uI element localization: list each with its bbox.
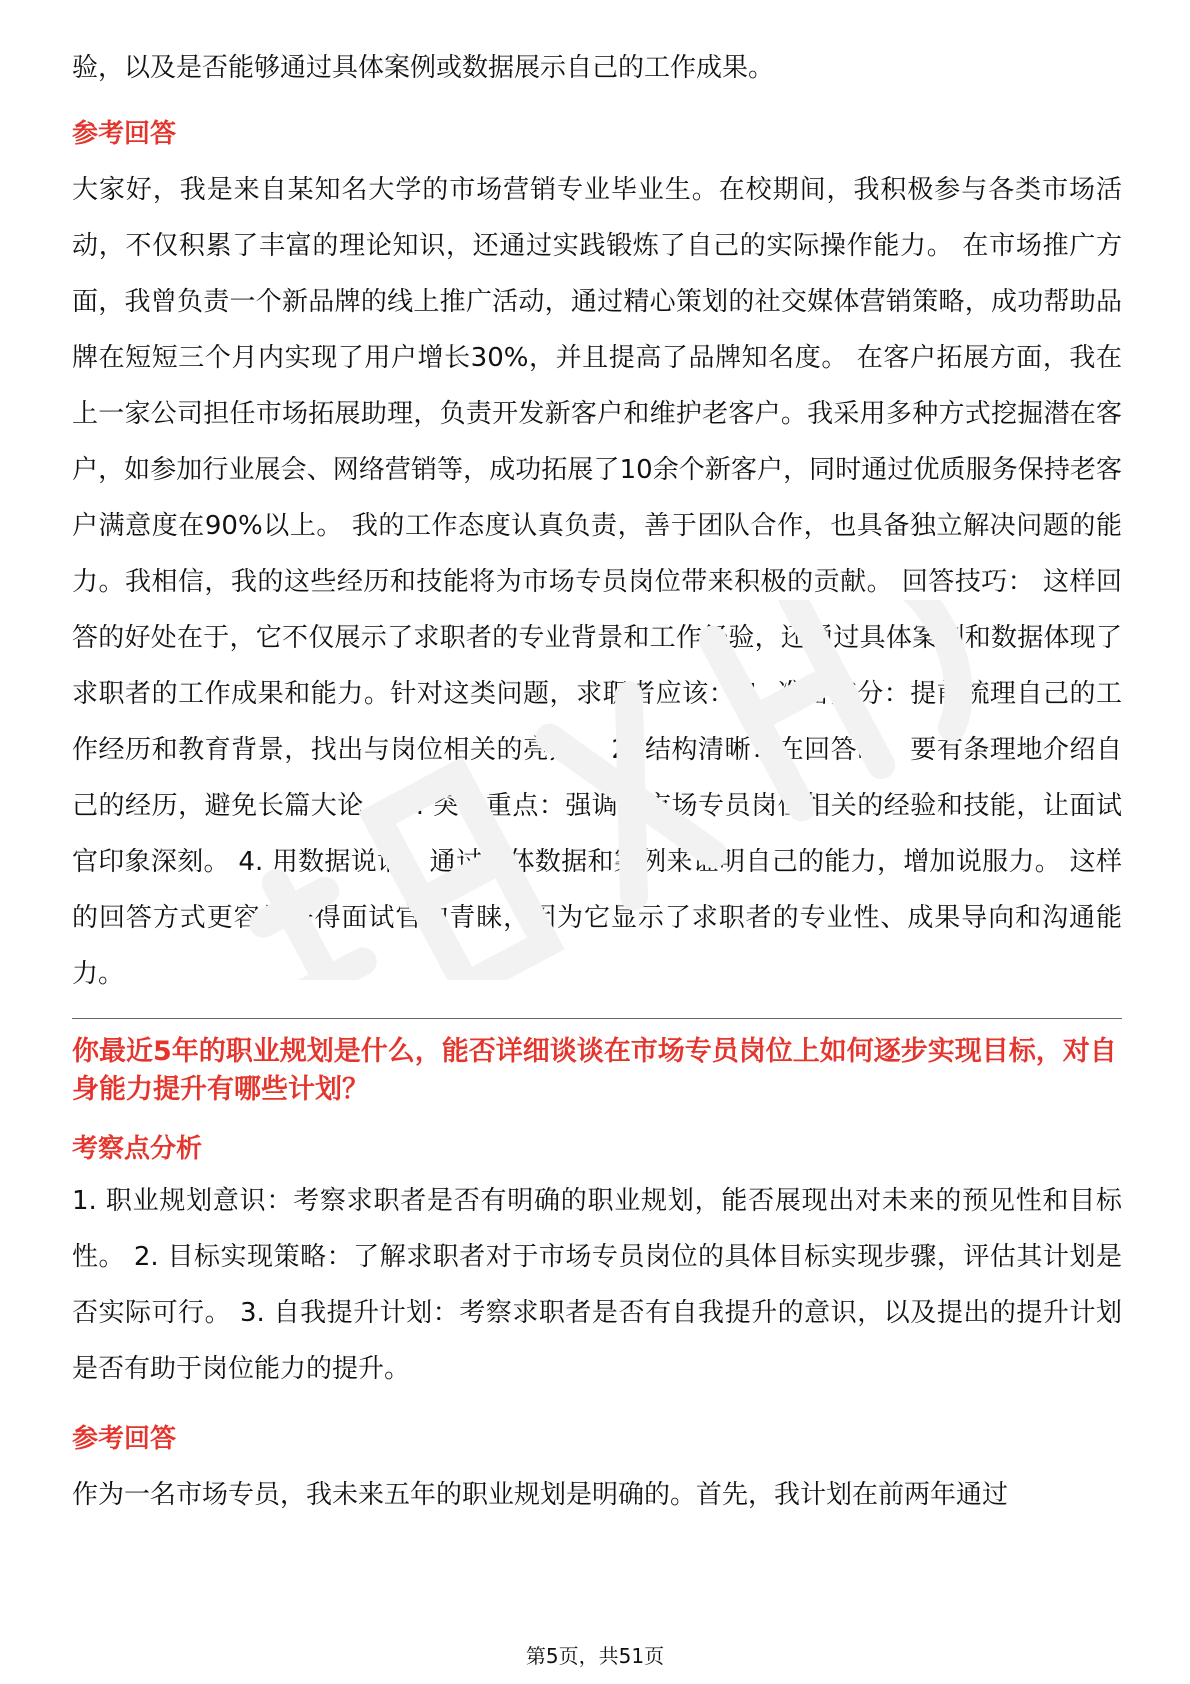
section-divider [72,1018,1122,1019]
analysis-paragraph: 1. 职业规划意识：考察求职者是否有明确的职业规划，能否展现出对未来的预见性和目标性。 2. 目标实现策略：了解求职者对于市场专员岗位的具体目标实现步骤，评估其计划是否实际可行。 3. 自我提升计划：考察求职者是否有自我提升的意识，以及提出的提升计划是否有助于岗位能力的提升。 [72,1186,1122,1384]
reference-answer-paragraph: 大家好，我是来自某知名大学的市场营销专业毕业生。在校期间，我积极参与各类市场活动，不仅积累了丰富的理论知识，还通过实践锻炼了自己的实际操作能力。 在市场推广方面，我曾负责一个新品牌的线上推广活动，通过精心策划的社交媒体营销策略，成功帮助品牌在短短三个月内实现了用户增长30%，并且提高了品牌知名度。 在客户拓展方面，我在上一家公司担任市场拓展助理，负责开发新客户和维护老客户。我采用多种方式挖掘潜在客户，如参加行业展会、网络营销等，成功拓展了10余个新客户，同时通过优质服务保持老客户满意度在90%以上。 我的工作态度认真负责，善于团队合作，也具备独立解决问题的能力。我相信，我的这些经历和技能将为市场专员岗位带来积极的贡献。 回答技巧： 这样回答的好处在于，它不仅展示了求职者的专业背景和工作经验，还通过具体案例和数据体现了求职者的工作成果和能力。针对这类问题，求职者应该： 1. 准备充分：提前梳理自己的工作经历和教育背景，找出与岗位相关的亮点。 2. 结构清晰：在回答时，要有条理地介绍自己的经历，避免长篇大论。 3. 突出重点：强调与市场专员岗位相关的经验和技能，让面试官印象深刻。 4. 用数据说话：通过具体数据和案例来证明自己的能力，增加说服力。 这样的回答方式更容易获得面试官的青睐，因为它显示了求职者的专业性、成果导向和沟通能力。 [72,175,1122,989]
document-body [72,40,1122,1523]
page-footer: 第5页，共51页 [525,1644,665,1668]
reference-answer-heading: 参考回答 [72,119,177,149]
reference-answer-heading-2: 参考回答 [72,1424,177,1454]
interview-question: 你最近5年的职业规划是什么，能否详细谈谈在市场专员岗位上如何逐步实现目标，对自身能力提升有哪些计划？ [72,1036,1117,1105]
reference-answer-paragraph-2: 作为一名市场专员，我未来五年的职业规划是明确的。首先，我计划在前两年通过 [72,1480,1009,1510]
analysis-heading: 考察点分析 [72,1134,203,1164]
intro-tail-paragraph: 验，以及是否能够通过具体案例或数据展示自己的工作成果。 [72,53,775,83]
